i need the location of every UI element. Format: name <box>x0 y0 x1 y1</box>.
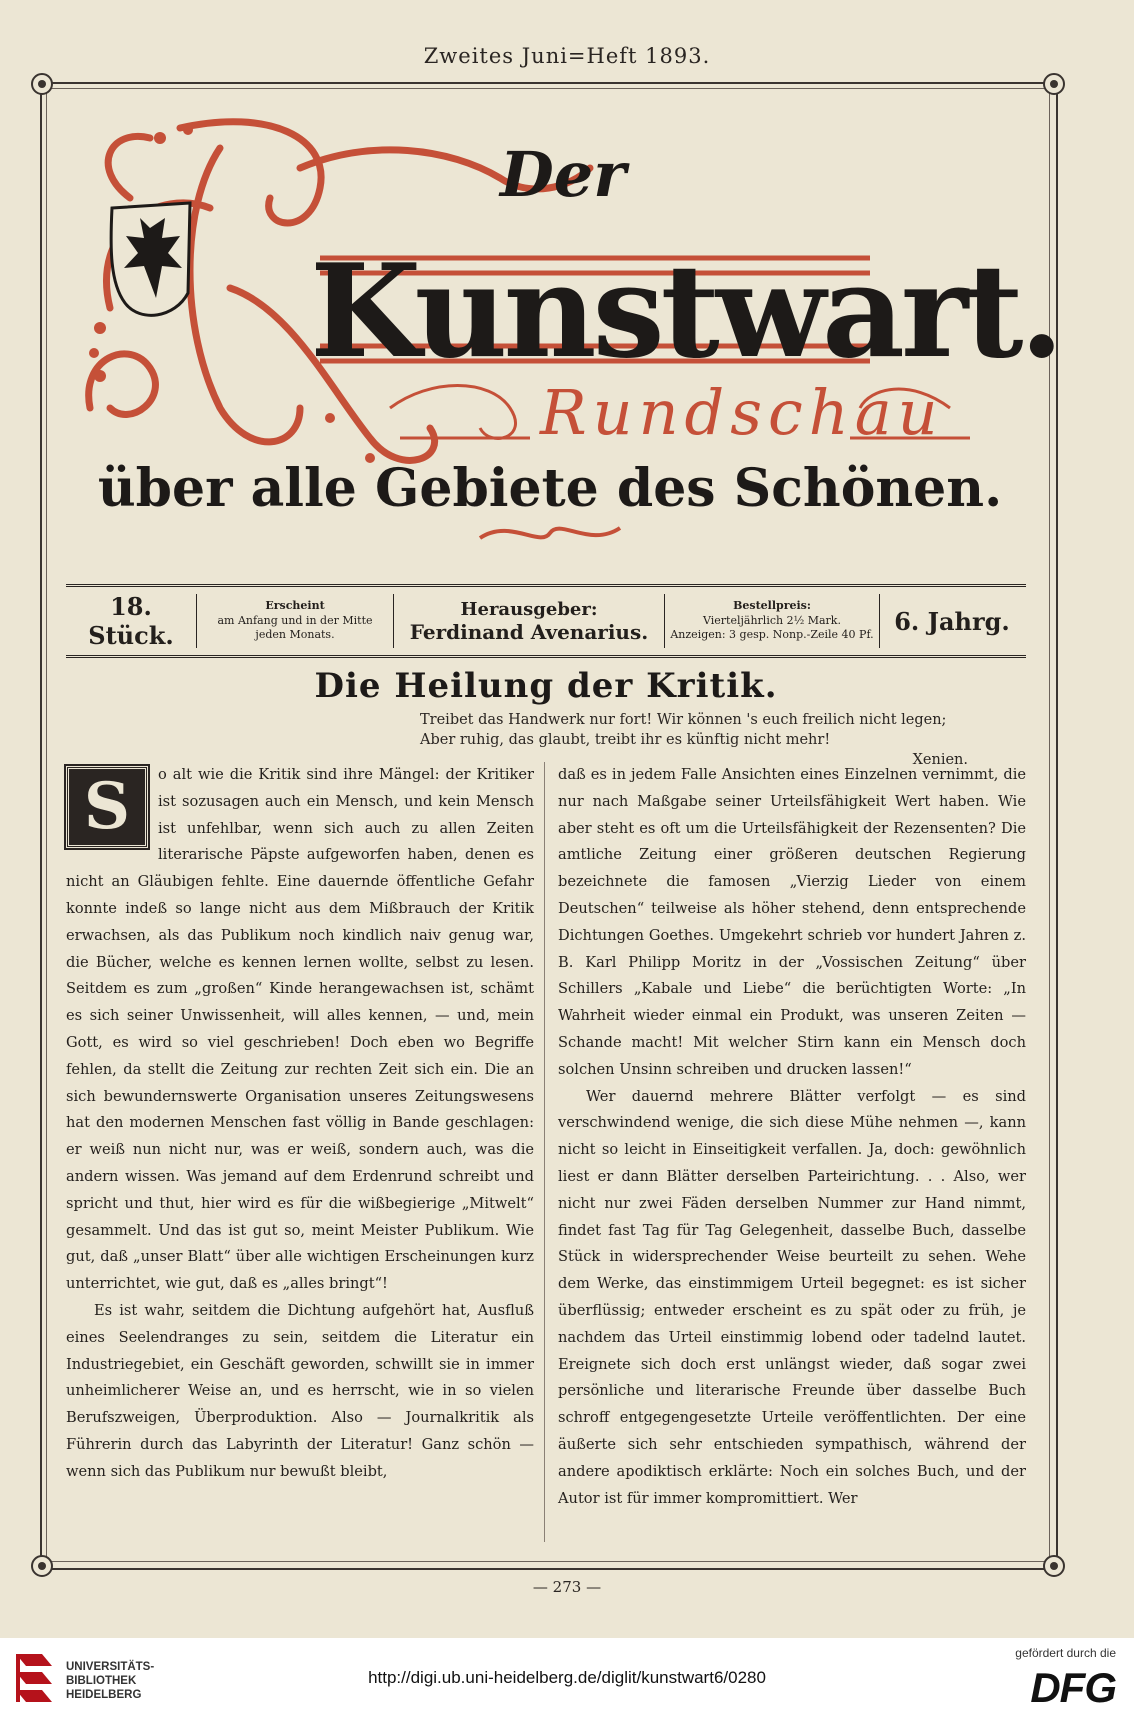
herausgeber-label: Herausgeber: <box>460 598 598 620</box>
bestellpreis-text: Anzeigen: 3 gesp. Nonp.-Zeile 40 Pf. <box>670 628 874 642</box>
masthead <box>70 108 1060 548</box>
jahrgang-cell <box>880 587 1024 655</box>
info-bar <box>66 584 1026 658</box>
motto-source: Xenien. <box>912 752 968 768</box>
paragraph: Es ist wahr, seitdem die Dichtung aufgehört hat, Ausfluß eines Seelendranges zu sein, seitdem die Literatur ein Industriegebiet, ein Geschäft geworden, schwillt sie in immer unheimlicherer Weise an, und es herrscht, wie in so vielen Berufszweigen, Überproduktion. Also — Journalkritik als Führerin durch das Labyrinth der Literatur! Ganz schön — wenn sich das Publikum nur bewußt bleibt, <box>66 1301 534 1480</box>
erscheint-cell <box>197 587 393 655</box>
article-title: Die Heilung der Kritik. <box>314 666 778 706</box>
library-name-line: HEIDELBERG <box>66 1689 142 1701</box>
erscheint-text: am Anfang und in der Mitte <box>217 613 373 627</box>
source-url[interactable]: http://digi.ub.uni-heidelberg.de/diglit/kunstwart6/0280 <box>368 1668 766 1687</box>
masthead-rundschau: Rundschau <box>540 376 944 449</box>
paragraph: Wer dauernd mehrere Blätter verfolgt — es sind verschwindend wenige, die sich diese Mühe nehmen —, kann nicht so leicht in Einseitigkeit verfallen. Ja, doch: gewöhnlich liest er dann Blätter derselben Parteirichtung. . . Also, wer nicht nur zwei Fäden derselben Nummer zur Hand nimmt, findet fast Tag für Tag Gelegenheit, dasselbe Buch, dasselbe Stück in widersprechender Weise beurteilt zu sehen. Wehe dem Werke, das einstimmigem Urteil begegnet: es ist sicher überflüssig; entweder erscheint es zu spät oder zu früh, je nachdem das Urteil einstimmig lobend oder tadelnd lautet. Ereignete sich doch erst unlängst wieder, daß sogar zwei persönliche und literarische Freunde über dasselbe Buch schroff entgegengesetzte Urteile veröffentlichten. Der eine äußerte sich sehr entschieden sympathisch, während der andere apodiktisch erklärte: Noch ein solches Buch, und der Autor ist für immer kompromittiert. Wer <box>558 1087 1026 1507</box>
bestellpreis-cell <box>665 587 879 655</box>
funding-note: gefördert durch die <box>1015 1646 1116 1660</box>
column-rule <box>544 762 545 1542</box>
erscheint-text: jeden Monats. <box>255 628 335 642</box>
frame-corner-ornament <box>31 1555 53 1577</box>
drop-capital: S <box>66 766 148 848</box>
frame-corner-ornament <box>1043 1555 1065 1577</box>
masthead-title: Kunstwart. <box>310 237 1060 387</box>
stueck-number: 18. Stück. <box>88 592 174 650</box>
library-name-line: BIBLIOTHEK <box>66 1675 137 1687</box>
herausgeber-name: Ferdinand Avenarius. <box>409 619 649 644</box>
masthead-subtitle: über alle Gebiete des Schönen. <box>97 458 1003 519</box>
masthead-der: Der <box>500 138 626 211</box>
bestellpreis-label: Bestellpreis: <box>733 598 811 612</box>
article-motto <box>420 710 1020 770</box>
stueck-cell <box>66 587 196 655</box>
motto-line: Treibet das Handwerk nur fort! Wir können 's euch freilich nicht legen; <box>420 712 947 728</box>
dfg-logo: DFG <box>1030 1664 1116 1711</box>
bestellpreis-text: Vierteljährlich 2½ Mark. <box>703 613 841 627</box>
page-number: — 273 — <box>532 1578 602 1596</box>
issue-line: Zweites Juni=Heft 1893. <box>423 44 711 68</box>
column-left <box>66 762 534 1486</box>
frame-corner-ornament <box>31 73 53 95</box>
column-right <box>558 762 1026 1512</box>
jahrgang: 6. Jahrg. <box>894 606 1010 636</box>
erscheint-label: Erscheint <box>265 598 325 612</box>
paragraph: daß es in jedem Falle Ansichten eines Einzelnen vernimmt, die nur nach Maßgabe seiner Urteilsfähigkeit Wert haben. Wie aber steht es oft um die Urteilsfähigkeit der Rezensenten? Die amtliche Zeitung einer größeren deutschen Regierung bezeichnete die famosen „Vierzig Lieder von einem Deutschen“ teilweise als höher stehend, denn entsprechende Dichtungen Goethes. Umgekehrt schrieb vor hundert Jahren z. B. Karl Philipp Moritz in der „Vossischen Zeitung“ über Schillers „Kabale und Liebe“ die berüchtigten Worte: „In Wahrheit wieder einmal ein Produkt, was unseren Zeiten — Schande macht! Mit welcher Stirn kann ein Mensch doch solchen Unsinn schreiben und drucken lassen!“ <box>558 766 1026 1078</box>
herausgeber-cell <box>394 587 664 655</box>
motto-line: Aber ruhig, das glaubt, treibt ihr es künftig nicht mehr! <box>420 732 831 748</box>
footer-bar <box>0 1638 1134 1720</box>
paragraph: o alt wie die Kritik sind ihre Mängel: der Kritiker ist sozusagen auch ein Mensch, und kein Mensch ist unfehlbar, wenn sich auch zu allen Zeiten literarische Päpste aufgeworfen haben, denen es nicht an Gläubigen fehlte. Eine dauernde öffentliche Gefahr konnte indeß so lange nicht aus dem Mißbrauch der Kritik erwachsen, als das Publikum noch kindlich naiv genug war, die Bücher, welche es kennen lernen wollte, selbst zu lesen. Seitdem es zum „großen“ Kinde herangewachsen ist, schämt es sich seiner Unwissenheit, will alles kennen, — und, mein Gott, es wird so viel geschrieben! Doch eben wo Begriffe fehlen, da stellt die Zeitung zur rechten Zeit sich ein. Die an sich bewundernswerte Organisation unseres Zeitungswesens hat den modernen Menschen fast völlig in Bande geschlagen: er weiß nun nicht nur, was er weiß, sondern auch, was die andern wissen. Was jemand auf dem Erdenrund schreibt und spricht und thut, hier wird es für die wißbegierige „Mitwelt“ gesammelt. Und das ist gut so, meint Meister Publikum. Wie gut, daß „unser Blatt“ über alle wichtigen Erscheinungen kurz unterrichtet, wie gut, daß es „alles bringt“! <box>66 766 534 1293</box>
library-name-line: UNIVERSITÄTS- <box>66 1661 155 1673</box>
frame-corner-ornament <box>1043 73 1065 95</box>
